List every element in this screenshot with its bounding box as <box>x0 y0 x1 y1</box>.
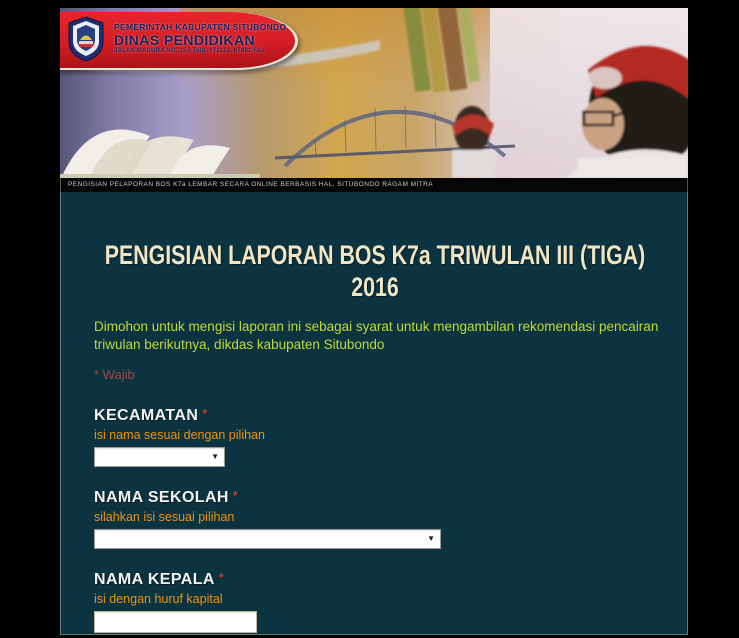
nama-sekolah-select[interactable] <box>94 529 441 549</box>
form-description: Dimohon untuk mengisi laporan ini sebagai syarat untuk mengambilan rekomendasi pencairan triwulan berikutnya, dikdas kabupaten Situbondo <box>94 318 659 352</box>
field-nama-sekolah <box>94 488 654 549</box>
banner-address: JALAN MADURA NO. 15A Telp. 671123, 67891 Fax <box>114 48 265 55</box>
kecamatan-label-text: KECAMATAN <box>94 407 199 425</box>
field-nama-kepala <box>94 570 654 633</box>
nama-sekolah-helper-text: silahkan isi sesuai pilihan <box>94 510 235 525</box>
required-asterisk: * <box>202 406 208 422</box>
dropdown-arrow-icon: ▼ <box>427 534 435 544</box>
kecamatan-label <box>94 406 654 425</box>
form-title: PENGISIAN LAPORAN BOS K7a TRIWULAN III (TIGA) 2016 <box>104 240 646 303</box>
nama-kepala-input[interactable] <box>94 611 257 633</box>
nama-sekolah-label <box>94 488 654 507</box>
field-kecamatan <box>94 406 654 467</box>
banner-department-name: DINAS PENDIDIKAN <box>114 32 255 49</box>
regency-emblem-icon <box>66 16 106 62</box>
form-page-column <box>60 8 688 635</box>
form-panel <box>60 192 688 635</box>
required-note: * Wajib <box>94 367 135 383</box>
kecamatan-helper-text: isi nama sesuai dengan pilihan <box>94 428 265 443</box>
form-fields <box>94 406 654 633</box>
banner-government-name: PEMERINTAH KABUPATEN SITUBONDO <box>114 21 287 32</box>
nama-kepala-helper-text: isi dengan huruf kapital <box>94 592 223 607</box>
kecamatan-select[interactable] <box>94 447 225 467</box>
header-caption-strip: PENGISIAN PELAPORAN BOS K7a LEMBAR SECARA ONLINE BERBASIS HAL. SITUBONDO RAGAM MITRA <box>60 178 688 192</box>
header-banner-image <box>60 8 688 178</box>
required-asterisk: * <box>218 570 225 586</box>
required-asterisk: * <box>232 488 239 504</box>
dropdown-arrow-icon: ▼ <box>211 452 219 462</box>
government-banner-ribbon <box>60 12 298 70</box>
nama-kepala-label-text: NAMA KEPALA <box>94 571 215 589</box>
nama-kepala-label <box>94 570 654 589</box>
form-title-wrap <box>94 239 656 304</box>
nama-sekolah-label-text: NAMA SEKOLAH <box>94 489 229 507</box>
